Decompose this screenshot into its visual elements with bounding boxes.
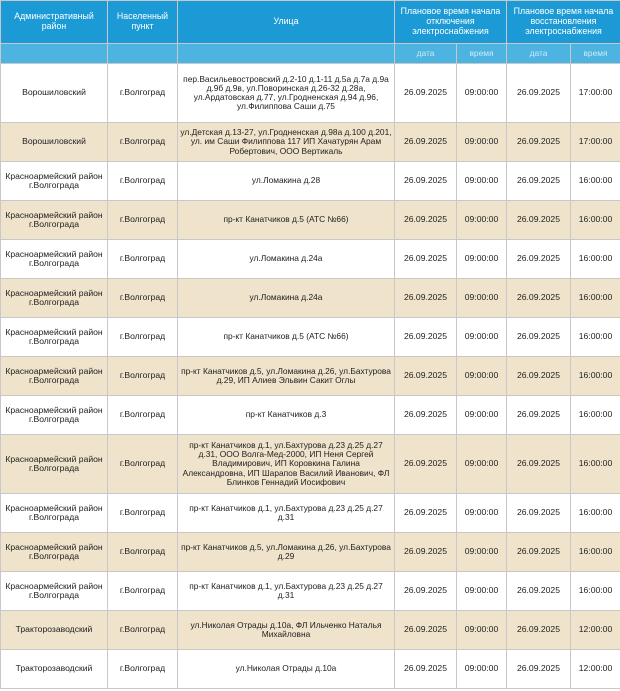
cell-district: Красноармейский район г.Волгограда xyxy=(1,357,108,396)
cell-locality: г.Волгоград xyxy=(108,533,178,572)
cell-off-time: 09:00:00 xyxy=(457,64,507,123)
table-row xyxy=(1,396,620,435)
cell-on-time: 16:00:00 xyxy=(571,279,620,318)
cell-off-time: 09:00:00 xyxy=(457,279,507,318)
cell-off-time: 09:00:00 xyxy=(457,494,507,533)
cell-district: Красноармейский район г.Волгограда xyxy=(1,533,108,572)
cell-locality: г.Волгоград xyxy=(108,279,178,318)
cell-on-date: 26.09.2025 xyxy=(507,240,571,279)
cell-on-date: 26.09.2025 xyxy=(507,396,571,435)
cell-off-time: 09:00:00 xyxy=(457,201,507,240)
cell-street: пр-кт Канатчиков д.1, ул.Бахтурова д.23 д.25 д.27 д.31, ООО Волга-Мед-2000, ИП Неня Сергей Владимирович, ИП Коровкина Галина Александровна, ИП Шарапов Василий Иванович, ФЛ Блинков Геннадий Иосифович xyxy=(178,435,395,494)
cell-off-date: 26.09.2025 xyxy=(395,123,457,162)
cell-on-time: 16:00:00 xyxy=(571,240,620,279)
cell-on-date: 26.09.2025 xyxy=(507,435,571,494)
table-row xyxy=(1,162,620,201)
subheader-empty xyxy=(1,44,108,64)
cell-off-time: 09:00:00 xyxy=(457,357,507,396)
cell-on-time: 17:00:00 xyxy=(571,123,620,162)
cell-on-time: 16:00:00 xyxy=(571,318,620,357)
cell-locality: г.Волгоград xyxy=(108,201,178,240)
table-row xyxy=(1,240,620,279)
cell-district: Ворошиловский xyxy=(1,64,108,123)
table-row xyxy=(1,279,620,318)
cell-locality: г.Волгоград xyxy=(108,494,178,533)
header-district: Административный район xyxy=(1,1,108,44)
cell-off-time: 09:00:00 xyxy=(457,240,507,279)
cell-locality: г.Волгоград xyxy=(108,572,178,611)
cell-street: пр-кт Канатчиков д.1, ул.Бахтурова д.23 д.25 д.27 д.31 xyxy=(178,494,395,533)
cell-street: пер.Васильевостровский д.2-10 д.1-11 д.5а д.7а д.9а д.9б д.9в, ул.Поворинская д.26-32 д.28а, ул.Ардатовская д.77, ул.Гродненская д.94 д.96, ул.Филиппова Саши д.75 xyxy=(178,64,395,123)
cell-off-date: 26.09.2025 xyxy=(395,533,457,572)
cell-locality: г.Волгоград xyxy=(108,64,178,123)
subheader-empty xyxy=(178,44,395,64)
cell-on-time: 16:00:00 xyxy=(571,357,620,396)
cell-street: ул.Ломакина д.28 xyxy=(178,162,395,201)
cell-street: пр-кт Канатчиков д.5, ул.Ломакина д.26, ул.Бахтурова д.29 xyxy=(178,533,395,572)
subheader-off-time: время xyxy=(457,44,507,64)
table-row xyxy=(1,494,620,533)
cell-locality: г.Волгоград xyxy=(108,357,178,396)
cell-street: пр-кт Канатчиков д.1, ул.Бахтурова д.23 д.25 д.27 д.31 xyxy=(178,572,395,611)
cell-district: Красноармейский район г.Волгограда xyxy=(1,318,108,357)
table-row xyxy=(1,201,620,240)
cell-off-time: 09:00:00 xyxy=(457,396,507,435)
cell-locality: г.Волгоград xyxy=(108,396,178,435)
cell-off-date: 26.09.2025 xyxy=(395,611,457,650)
subheader-empty xyxy=(108,44,178,64)
table-body xyxy=(1,64,620,689)
cell-locality: г.Волгоград xyxy=(108,318,178,357)
cell-off-date: 26.09.2025 xyxy=(395,494,457,533)
table-row xyxy=(1,357,620,396)
cell-street: ул.Николая Отрады д.10а xyxy=(178,650,395,689)
cell-street: пр-кт Канатчиков д.3 xyxy=(178,396,395,435)
cell-on-date: 26.09.2025 xyxy=(507,318,571,357)
cell-off-date: 26.09.2025 xyxy=(395,201,457,240)
cell-on-date: 26.09.2025 xyxy=(507,611,571,650)
table-row xyxy=(1,650,620,689)
cell-street: ул.Детская д.13-27, ул.Гродненская д.98а д.100 д.201, ул. им Саши Филиппова 117 ИП Хачатурян Арам Робертович, ООО Вертикаль xyxy=(178,123,395,162)
cell-off-date: 26.09.2025 xyxy=(395,572,457,611)
cell-locality: г.Волгоград xyxy=(108,240,178,279)
cell-district: Тракторозаводский xyxy=(1,611,108,650)
cell-district: Красноармейский район г.Волгограда xyxy=(1,279,108,318)
table-row xyxy=(1,611,620,650)
subheader-on-time: время xyxy=(571,44,620,64)
cell-locality: г.Волгоград xyxy=(108,611,178,650)
cell-off-time: 09:00:00 xyxy=(457,572,507,611)
cell-on-date: 26.09.2025 xyxy=(507,123,571,162)
cell-off-time: 09:00:00 xyxy=(457,162,507,201)
cell-on-time: 12:00:00 xyxy=(571,650,620,689)
cell-on-time: 16:00:00 xyxy=(571,494,620,533)
cell-district: Красноармейский район г.Волгограда xyxy=(1,162,108,201)
table-row xyxy=(1,533,620,572)
table-row xyxy=(1,318,620,357)
cell-locality: г.Волгоград xyxy=(108,650,178,689)
cell-street: пр-кт Канатчиков д.5 (АТС №66) xyxy=(178,201,395,240)
cell-locality: г.Волгоград xyxy=(108,123,178,162)
cell-on-date: 26.09.2025 xyxy=(507,64,571,123)
cell-on-time: 16:00:00 xyxy=(571,533,620,572)
cell-district: Тракторозаводский xyxy=(1,650,108,689)
cell-on-date: 26.09.2025 xyxy=(507,650,571,689)
cell-off-date: 26.09.2025 xyxy=(395,279,457,318)
cell-street: ул.Ломакина д.24а xyxy=(178,279,395,318)
header-locality: Населенный пункт xyxy=(108,1,178,44)
cell-street: пр-кт Канатчиков д.5 (АТС №66) xyxy=(178,318,395,357)
table-row xyxy=(1,572,620,611)
header-on-time: Плановое время начала восстановления электроснабжения xyxy=(507,1,620,44)
cell-on-time: 16:00:00 xyxy=(571,162,620,201)
cell-district: Красноармейский район г.Волгограда xyxy=(1,201,108,240)
table-row xyxy=(1,64,620,123)
cell-off-date: 26.09.2025 xyxy=(395,162,457,201)
cell-on-date: 26.09.2025 xyxy=(507,357,571,396)
header-off-time: Плановое время начала отключения электроснабжения xyxy=(395,1,507,44)
cell-on-time: 17:00:00 xyxy=(571,64,620,123)
cell-district: Красноармейский район г.Волгограда xyxy=(1,396,108,435)
cell-off-time: 09:00:00 xyxy=(457,533,507,572)
cell-off-date: 26.09.2025 xyxy=(395,318,457,357)
cell-district: Красноармейский район г.Волгограда xyxy=(1,435,108,494)
cell-on-date: 26.09.2025 xyxy=(507,572,571,611)
header-street: Улица xyxy=(178,1,395,44)
cell-on-date: 26.09.2025 xyxy=(507,162,571,201)
subheader-on-date: дата xyxy=(507,44,571,64)
subheader-off-date: дата xyxy=(395,44,457,64)
cell-off-date: 26.09.2025 xyxy=(395,396,457,435)
cell-district: Ворошиловский xyxy=(1,123,108,162)
cell-off-date: 26.09.2025 xyxy=(395,240,457,279)
cell-on-time: 16:00:00 xyxy=(571,201,620,240)
cell-off-date: 26.09.2025 xyxy=(395,435,457,494)
cell-off-time: 09:00:00 xyxy=(457,611,507,650)
table-row xyxy=(1,123,620,162)
cell-off-date: 26.09.2025 xyxy=(395,650,457,689)
cell-street: ул.Николая Отрады д.10а, ФЛ Ильченко Наталья Михайловна xyxy=(178,611,395,650)
cell-on-time: 16:00:00 xyxy=(571,396,620,435)
cell-on-date: 26.09.2025 xyxy=(507,494,571,533)
cell-on-time: 12:00:00 xyxy=(571,611,620,650)
cell-on-time: 16:00:00 xyxy=(571,435,620,494)
cell-district: Красноармейский район г.Волгограда xyxy=(1,240,108,279)
cell-street: пр-кт Канатчиков д.5, ул.Ломакина д.26, ул.Бахтурова д.29, ИП Алиев Эльвин Сакит Оглы xyxy=(178,357,395,396)
table-row xyxy=(1,435,620,494)
cell-off-time: 09:00:00 xyxy=(457,123,507,162)
cell-off-time: 09:00:00 xyxy=(457,650,507,689)
cell-off-time: 09:00:00 xyxy=(457,435,507,494)
table-header xyxy=(1,1,620,64)
cell-on-date: 26.09.2025 xyxy=(507,279,571,318)
cell-on-date: 26.09.2025 xyxy=(507,533,571,572)
cell-off-date: 26.09.2025 xyxy=(395,64,457,123)
cell-locality: г.Волгоград xyxy=(108,162,178,201)
cell-on-time: 16:00:00 xyxy=(571,572,620,611)
cell-locality: г.Волгоград xyxy=(108,435,178,494)
cell-district: Красноармейский район г.Волгограда xyxy=(1,494,108,533)
cell-on-date: 26.09.2025 xyxy=(507,201,571,240)
cell-district: Красноармейский район г.Волгограда xyxy=(1,572,108,611)
cell-street: ул.Ломакина д.24а xyxy=(178,240,395,279)
cell-off-time: 09:00:00 xyxy=(457,318,507,357)
cell-off-date: 26.09.2025 xyxy=(395,357,457,396)
